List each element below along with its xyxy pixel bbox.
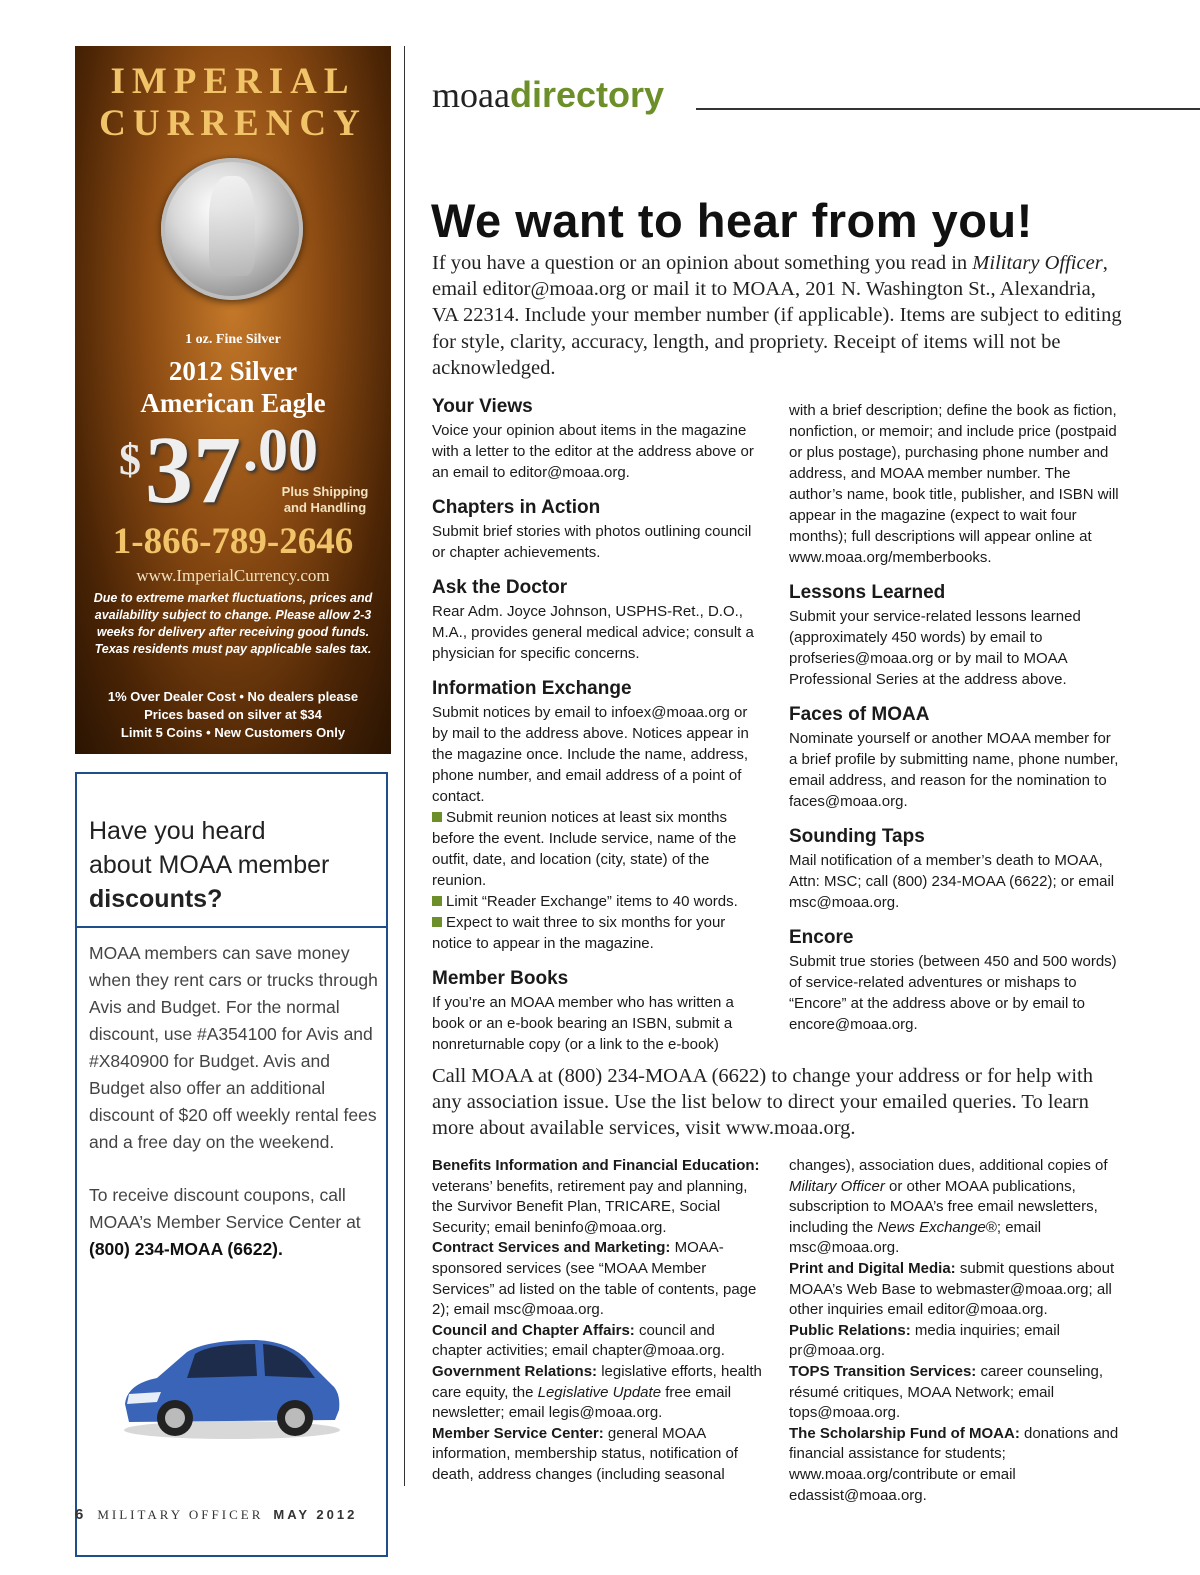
directory-label: The Scholarship Fund of MOAA:	[789, 1424, 1020, 1442]
directory-text: or other MOAA publications, subscription to MOAA’s free email newsletters, including the	[789, 1177, 1098, 1236]
member-books-title: Member Books	[432, 968, 569, 989]
member-books-body: If you’re an MOAA member who has written a book or an e-book bearing an ISBN, submit a nonreturnable copy (or a link to the e-book)	[432, 994, 734, 1053]
directory-text: veterans’ benefits, retirement pay and planning, the Survivor Benefit Plan, TRICARE, Social Security; email beninfo@moaa.org.	[432, 1177, 748, 1236]
discount-body: MOAA members can save money when they rent cars or trucks through Avis and Budget. For the normal discount, use #A354100 for Avis and #X840900 for Budget. Avis and Budget also offer an additional discount of $20 off weekly rental fees and a free day on the weekend.	[89, 943, 378, 1152]
directory-entry-print	[789, 1259, 1124, 1321]
encore-title: Encore	[789, 927, 854, 948]
directory-entry-tops	[789, 1362, 1124, 1424]
chapters-title: Chapters in Action	[432, 497, 601, 518]
discount-heading	[89, 814, 379, 916]
directory-label: Print and Digital Media:	[789, 1259, 956, 1277]
directory-label: Public Relations:	[789, 1321, 911, 1339]
ask-doctor-title: Ask the Doctor	[432, 577, 568, 598]
sounding-taps-body: Mail notification of a member’s death to MOAA, Attn: MSC; call (800) 234-MOAA (6622); or email msc@moaa.org.	[789, 852, 1115, 911]
info-exchange-bullet3: Expect to wait three to six months for your notice to appear in the magazine.	[432, 914, 726, 952]
directory-text: free email newsletter; email legis@moaa.org.	[432, 1383, 732, 1422]
magazine-name: MILITARY OFFICER	[97, 1507, 264, 1522]
info-exchange-body: Submit notices by email to infoex@moaa.org or by mail to the address above. Notices appear in the magazine once. Include the name, address, phone number, and email address of a point of contact.	[432, 704, 749, 805]
bullet-square-icon	[432, 812, 442, 822]
blue-car-image	[117, 1332, 347, 1442]
bullet-square-icon	[432, 917, 442, 927]
directory-entry-benefits	[432, 1156, 767, 1238]
chapters-body: Submit brief stories with photos outlining council or chapter achievements.	[432, 523, 752, 561]
directory-label: Council and Chapter Affairs:	[432, 1321, 635, 1339]
ad-product-line2: American Eagle	[140, 388, 326, 418]
intro-text2: , email editor@moaa.org or mail it to MOAA, 201 N. Washington St., Alexandria, VA 22314. Include your member number (if applicable). Items are subject to editing for style, clarity, accuracy, length, and propriety. Receipt of items will not be acknowledged.	[432, 252, 1122, 379]
imperial-currency-ad[interactable]	[75, 46, 391, 754]
ad-price-dollar: $	[119, 435, 141, 484]
intro-italic: Military Officer	[972, 252, 1103, 274]
directory-label: Contract Services and Marketing:	[432, 1239, 671, 1257]
ad-website[interactable]: www.ImperialCurrency.com	[136, 566, 330, 585]
ask-doctor-body: Rear Adm. Joyce Johnson, USPHS-Ret., D.O., M.A., provides general medical advice; consult a physician for specific concerns.	[432, 603, 754, 662]
ad-price-main: 37	[145, 416, 241, 523]
intro-text1: If you have a question or an opinion about something you read in	[432, 252, 973, 274]
info-exchange-title: Information Exchange	[432, 678, 632, 699]
directory-column-left	[432, 1156, 767, 1486]
discount-heading-bold: discounts?	[89, 885, 223, 913]
page-headline: We want to hear from you!	[431, 194, 1033, 247]
bullet-square-icon	[432, 896, 442, 906]
discount-coupon-text	[89, 1182, 379, 1263]
directory-label: Benefits Information and Financial Education:	[432, 1157, 760, 1174]
lessons-title: Lessons Learned	[789, 582, 946, 603]
ad-product-line1: 2012 Silver	[168, 356, 298, 386]
ad-dealer-line2: Prices based on silver at $34	[144, 707, 322, 722]
info-exchange-bullet	[432, 891, 764, 912]
masthead-directory: directory	[509, 74, 665, 115]
discount-phone: (800) 234-MOAA (6622).	[89, 1239, 283, 1259]
ad-dealer-line3: Limit 5 Coins • New Customers Only	[120, 725, 346, 740]
column-divider	[404, 46, 405, 1486]
directory-text: general MOAA information, membership status, notification of death, address changes (including seasonal	[432, 1424, 738, 1483]
faces-body: Nominate yourself or another MOAA member for a brief profile by submitting name, phone number, email address, and reason for the nomination to faces@moaa.org.	[789, 730, 1119, 810]
directory-label: Member Service Center:	[432, 1424, 604, 1442]
page-footer	[75, 1506, 357, 1523]
discount-coupon-instructions: To receive discount coupons, call MOAA’s Member Service Center at	[89, 1185, 361, 1232]
discount-divider	[77, 926, 386, 928]
directory-text: donations and financial assistance for students; www.moaa.org/contribute or email edassist@moaa.org.	[789, 1424, 1119, 1504]
encore-body: Submit true stories (between 450 and 500 words) of service-related adventures or mishaps to “Encore” at the address above or by email to encore@moaa.org.	[789, 953, 1117, 1033]
directory-text: changes), association dues, additional copies of	[789, 1157, 1108, 1174]
directory-text: ®; email msc@moaa.org.	[789, 1218, 1042, 1257]
directory-entry-gov	[432, 1362, 767, 1424]
directory-text: legislative efforts, health care equity, the	[432, 1362, 762, 1401]
ad-price-cents: .00	[243, 417, 318, 483]
page-number: 6	[75, 1506, 84, 1523]
directory-entry-scholarship	[789, 1424, 1124, 1506]
ad-dealer-line1: 1% Over Dealer Cost • No dealers please	[107, 689, 359, 704]
directory-italic: Military Officer	[789, 1177, 885, 1195]
directory-text: MOAA-sponsored services (see “MOAA Member Services” ad listed on the table of contents, page 2); email msc@moaa.org.	[432, 1239, 757, 1319]
member-discounts-box	[75, 772, 388, 1557]
intro-paragraph	[432, 250, 1122, 381]
member-books-continued: with a brief description; define the book as fiction, nonfiction, or memoir; and include price (postpaid or plus postage), purchasing phone number and address, and MOAA member number. The author’s name, book title, publisher, and ISBN will appear in the magazine (expect to wait four months); full descriptions will appear online at www.moaa.org/memberbooks.	[789, 402, 1119, 566]
directory-label: Government Relations:	[432, 1362, 598, 1380]
directory-text: submit questions about MOAA’s Web Base to webmaster@moaa.org; all other inquiries email editor@moaa.org.	[789, 1259, 1115, 1319]
directory-italic: News Exchange	[877, 1218, 986, 1236]
directory-label: TOPS Transition Services:	[789, 1362, 977, 1380]
ad-title-line1: IMPERIAL	[110, 61, 356, 102]
your-views-body: Voice your opinion about items in the magazine with a letter to the editor at the address above or an email to editor@moaa.org.	[432, 422, 754, 481]
info-exchange-bullet	[432, 912, 764, 954]
ad-title-line2: CURRENCY	[99, 103, 367, 144]
discount-heading-line2: about MOAA member	[89, 851, 330, 879]
directory-entry-council	[432, 1321, 767, 1362]
your-views-title: Your Views	[432, 396, 533, 417]
directory-entry-pr	[789, 1321, 1124, 1362]
moaa-directory-masthead	[432, 74, 664, 116]
directory-entry-msc-continued	[789, 1156, 1124, 1259]
directory-column-right	[789, 1156, 1124, 1506]
issue-date: MAY 2012	[273, 1507, 358, 1522]
masthead-rule	[696, 108, 1200, 110]
ad-shipping: Plus Shipping and Handling	[281, 484, 369, 515]
ad-disclaimer: Due to extreme market fluctuations, prices and availability subject to change. Please allow 2-3 weeks for delivery after receiving good funds. Texas residents must pay applicable sales tax.	[93, 591, 373, 656]
sections-column-left	[432, 396, 764, 1055]
faces-title: Faces of MOAA	[789, 704, 930, 725]
sections-column-right	[789, 400, 1121, 1035]
discount-heading-line1: Have you heard	[89, 817, 266, 845]
lessons-body: Submit your service-related lessons learned (approximately 450 words) by email to profseries@moaa.org or by mail to MOAA Professional Series at the address above.	[789, 608, 1081, 688]
masthead-moaa: moaa	[432, 75, 510, 115]
call-moaa-paragraph: Call MOAA at (800) 234-MOAA (6622) to change your address or for help with any association issue. Use the list below to direct your emailed queries. To learn more about available services, visit www.moaa.org.	[432, 1065, 1094, 1140]
silver-eagle-coin-image	[161, 158, 303, 300]
directory-entry-contract	[432, 1238, 767, 1320]
directory-text: media inquiries; email pr@moaa.org.	[789, 1321, 1060, 1360]
info-exchange-bullet2: Limit “Reader Exchange” items to 40 words.	[446, 893, 738, 910]
ad-phone[interactable]: 1-866-789-2646	[112, 521, 354, 562]
info-exchange-bullet1: Submit reunion notices at least six months before the event. Include service, name of the outfit, date, and location (city, state) of the reunion.	[432, 809, 737, 889]
directory-italic: Legislative Update	[537, 1383, 662, 1401]
ad-dealer-terms	[85, 688, 381, 742]
sounding-taps-title: Sounding Taps	[789, 826, 925, 847]
directory-text: council and chapter activities; email chapter@moaa.org.	[432, 1321, 725, 1360]
directory-text: career counseling, résumé critiques, MOAA Network; email tops@moaa.org.	[789, 1362, 1104, 1422]
ad-coin-weight: 1 oz. Fine Silver	[185, 332, 281, 347]
directory-entry-msc	[432, 1424, 767, 1486]
info-exchange-bullet	[432, 807, 764, 891]
